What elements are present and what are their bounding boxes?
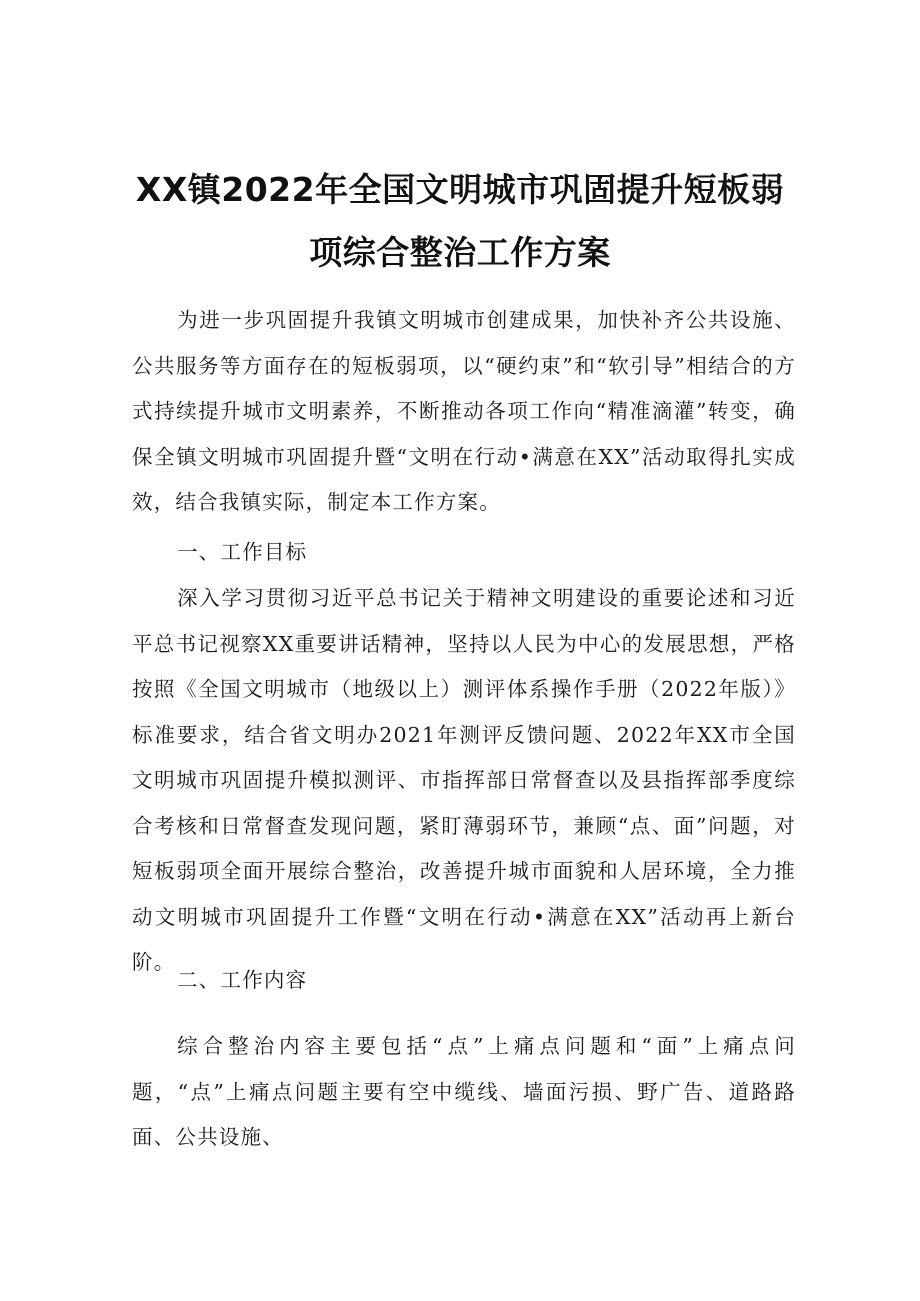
work-content-paragraph: 综合整治内容主要包括“点”上痛点问题和“面”上痛点问题，“点”上痛点问题主要有空中缆线、墙面污损、野广告、道路路面、公共设施、 — [132, 1034, 796, 1149]
document-title-line-1: XX镇2022年全国文明城市巩固提升短板弱 — [135, 170, 785, 209]
work-goals-paragraph: 深入学习贯彻习近平总书记关于精神文明建设的重要论述和习近平总书记视察XX重要讲话精神，坚持以人民为中心的发展思想，严格按照《全国文明城市（地级以上）测评体系操作手册（2022年版）》标准要求，结合省文明办2021年测评反馈问题、2022年XX市全国文明城市巩固提升模拟测评、市指挥部日常督查以及县指挥部季度综合考核和日常督查发现问题，紧盯薄弱环节，兼顾“点、面”问题，对短板弱项全面开展综合整治，改善提升城市面貌和人居环境，全力推动文明城市巩固提升工作暨“文明在行动•满意在XX”活动再上新台阶。 — [132, 586, 796, 974]
section-heading-work-goals: 一、工作目标 — [177, 540, 308, 564]
intro-paragraph: 为进一步巩固提升我镇文明城市创建成果，加快补齐公共设施、公共服务等方面存在的短板弱项，以“硬约束”和“软引导”相结合的方式持续提升城市文明素养，不断推动各项工作向“精准滴灌”转变，确保全镇文明城市巩固提升暨“文明在行动•满意在XX”活动取得扎实成效，结合我镇实际，制定本工作方案。 — [132, 308, 796, 514]
section-heading-work-content: 二、工作内容 — [177, 968, 308, 992]
document-title-line-2: 项综合整治工作方案 — [309, 233, 611, 272]
